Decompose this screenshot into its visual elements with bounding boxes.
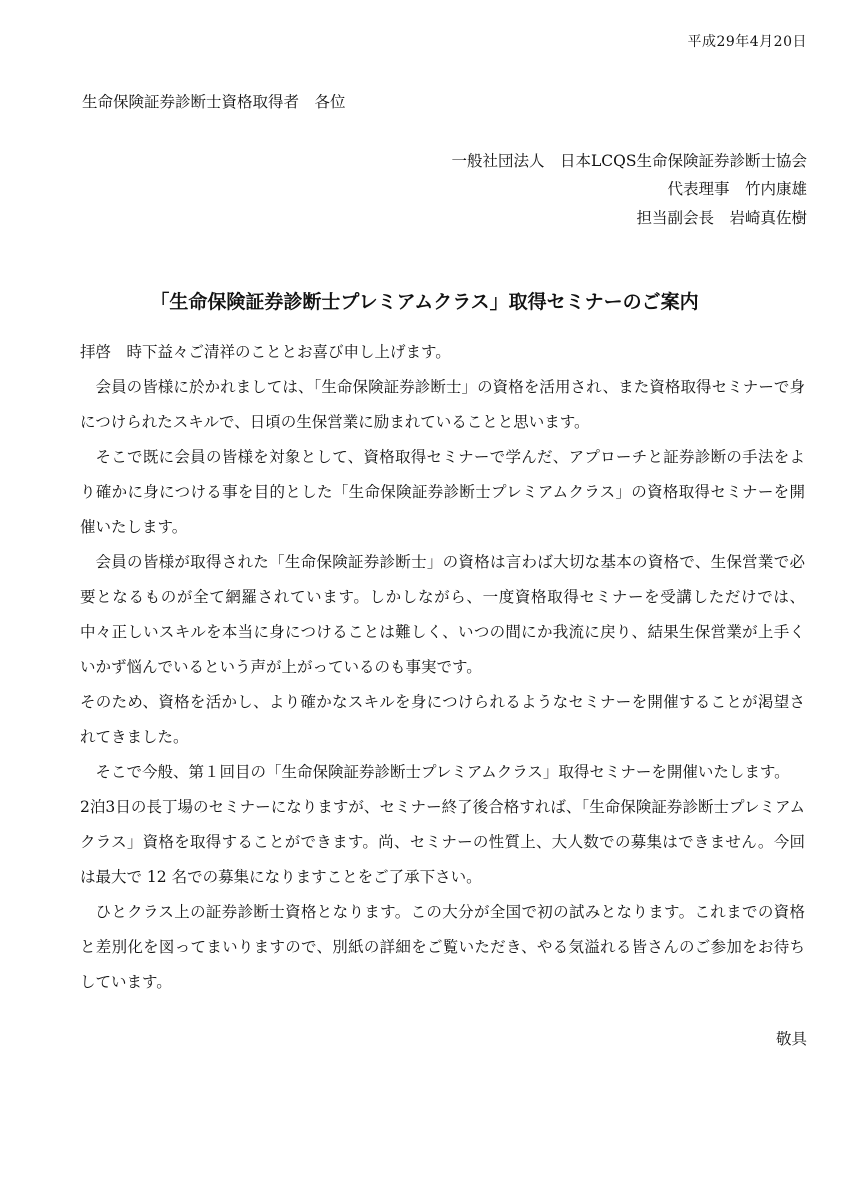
body-paragraph: ひとクラス上の証券診断士資格となります。この大分が全国で初の試みとなります。これまでの資格と差別化を図ってまいりますので、別紙の詳細をご覧いただき、やる気溢れる皆さんのご参加をお待ちしています。 <box>80 903 805 991</box>
letter-title: 「生命保険証券診断士プレミアムクラス」取得セミナーのご案内 <box>150 291 699 313</box>
sender-representative: 代表理事 竹内康雄 <box>667 180 807 198</box>
body-paragraph: 会員の皆様に於かれましては、「生命保険証券診断士」の資格を活用され、また資格取得セミナーで身につけられたスキルで、日頃の生保営業に励まれていることと思います。 <box>80 378 805 431</box>
body-paragraph: そのため、資格を活かし、より確かなスキルを身につけられるようなセミナーを開催することが渇望されてきました。 <box>80 693 805 746</box>
closing-phrase: 敬具 <box>775 1030 807 1048</box>
body-paragraph: そこで今般、第１回目の「生命保険証券診断士プレミアムクラス」取得セミナーを開催いたします。 <box>95 763 790 781</box>
letter-body <box>80 335 805 1000</box>
letter-date: 平成29年4月20日 <box>687 34 807 50</box>
body-paragraph: 会員の皆様が取得された「生命保険証券診断士」の資格は言わば大切な基本の資格で、生保営業で必要となるものが全て網羅されています。しかしながら、一度資格取得セミナーを受講しただけでは、中々正しいスキルを本当に身につけることは難しく、いつの間にか我流に戻り、結果生保営業が上手くいかず悩んでいるという声が上がっているのも事実です。 <box>80 553 805 676</box>
body-paragraph: 2泊3日の長丁場のセミナーになりますが、セミナー終了後合格すれば、「生命保険証券診断士プレミアムクラス」資格を取得することができます。尚、セミナーの性質上、大人数での募集はできません。今回は最大で 12 名での募集になりますことをご了承下さい。 <box>80 798 805 886</box>
recipient-line: 生命保険証券診断士資格取得者 各位 <box>82 93 346 111</box>
sender-organization: 一般社団法人 日本LCQS生命保険証券診断士協会 <box>451 152 807 170</box>
opening-greeting: 拝啓 時下益々ご清祥のこととお喜び申し上げます。 <box>80 343 451 361</box>
body-paragraph: そこで既に会員の皆様を対象として、資格取得セミナーで学んだ、アプローチと証券診断の手法をより確かに身につける事を目的とした「生命保険証券診断士プレミアムクラス」の資格取得セミナーを開催いたします。 <box>80 448 805 536</box>
sender-vice-president: 担当副会長 岩崎真佐樹 <box>636 209 807 227</box>
